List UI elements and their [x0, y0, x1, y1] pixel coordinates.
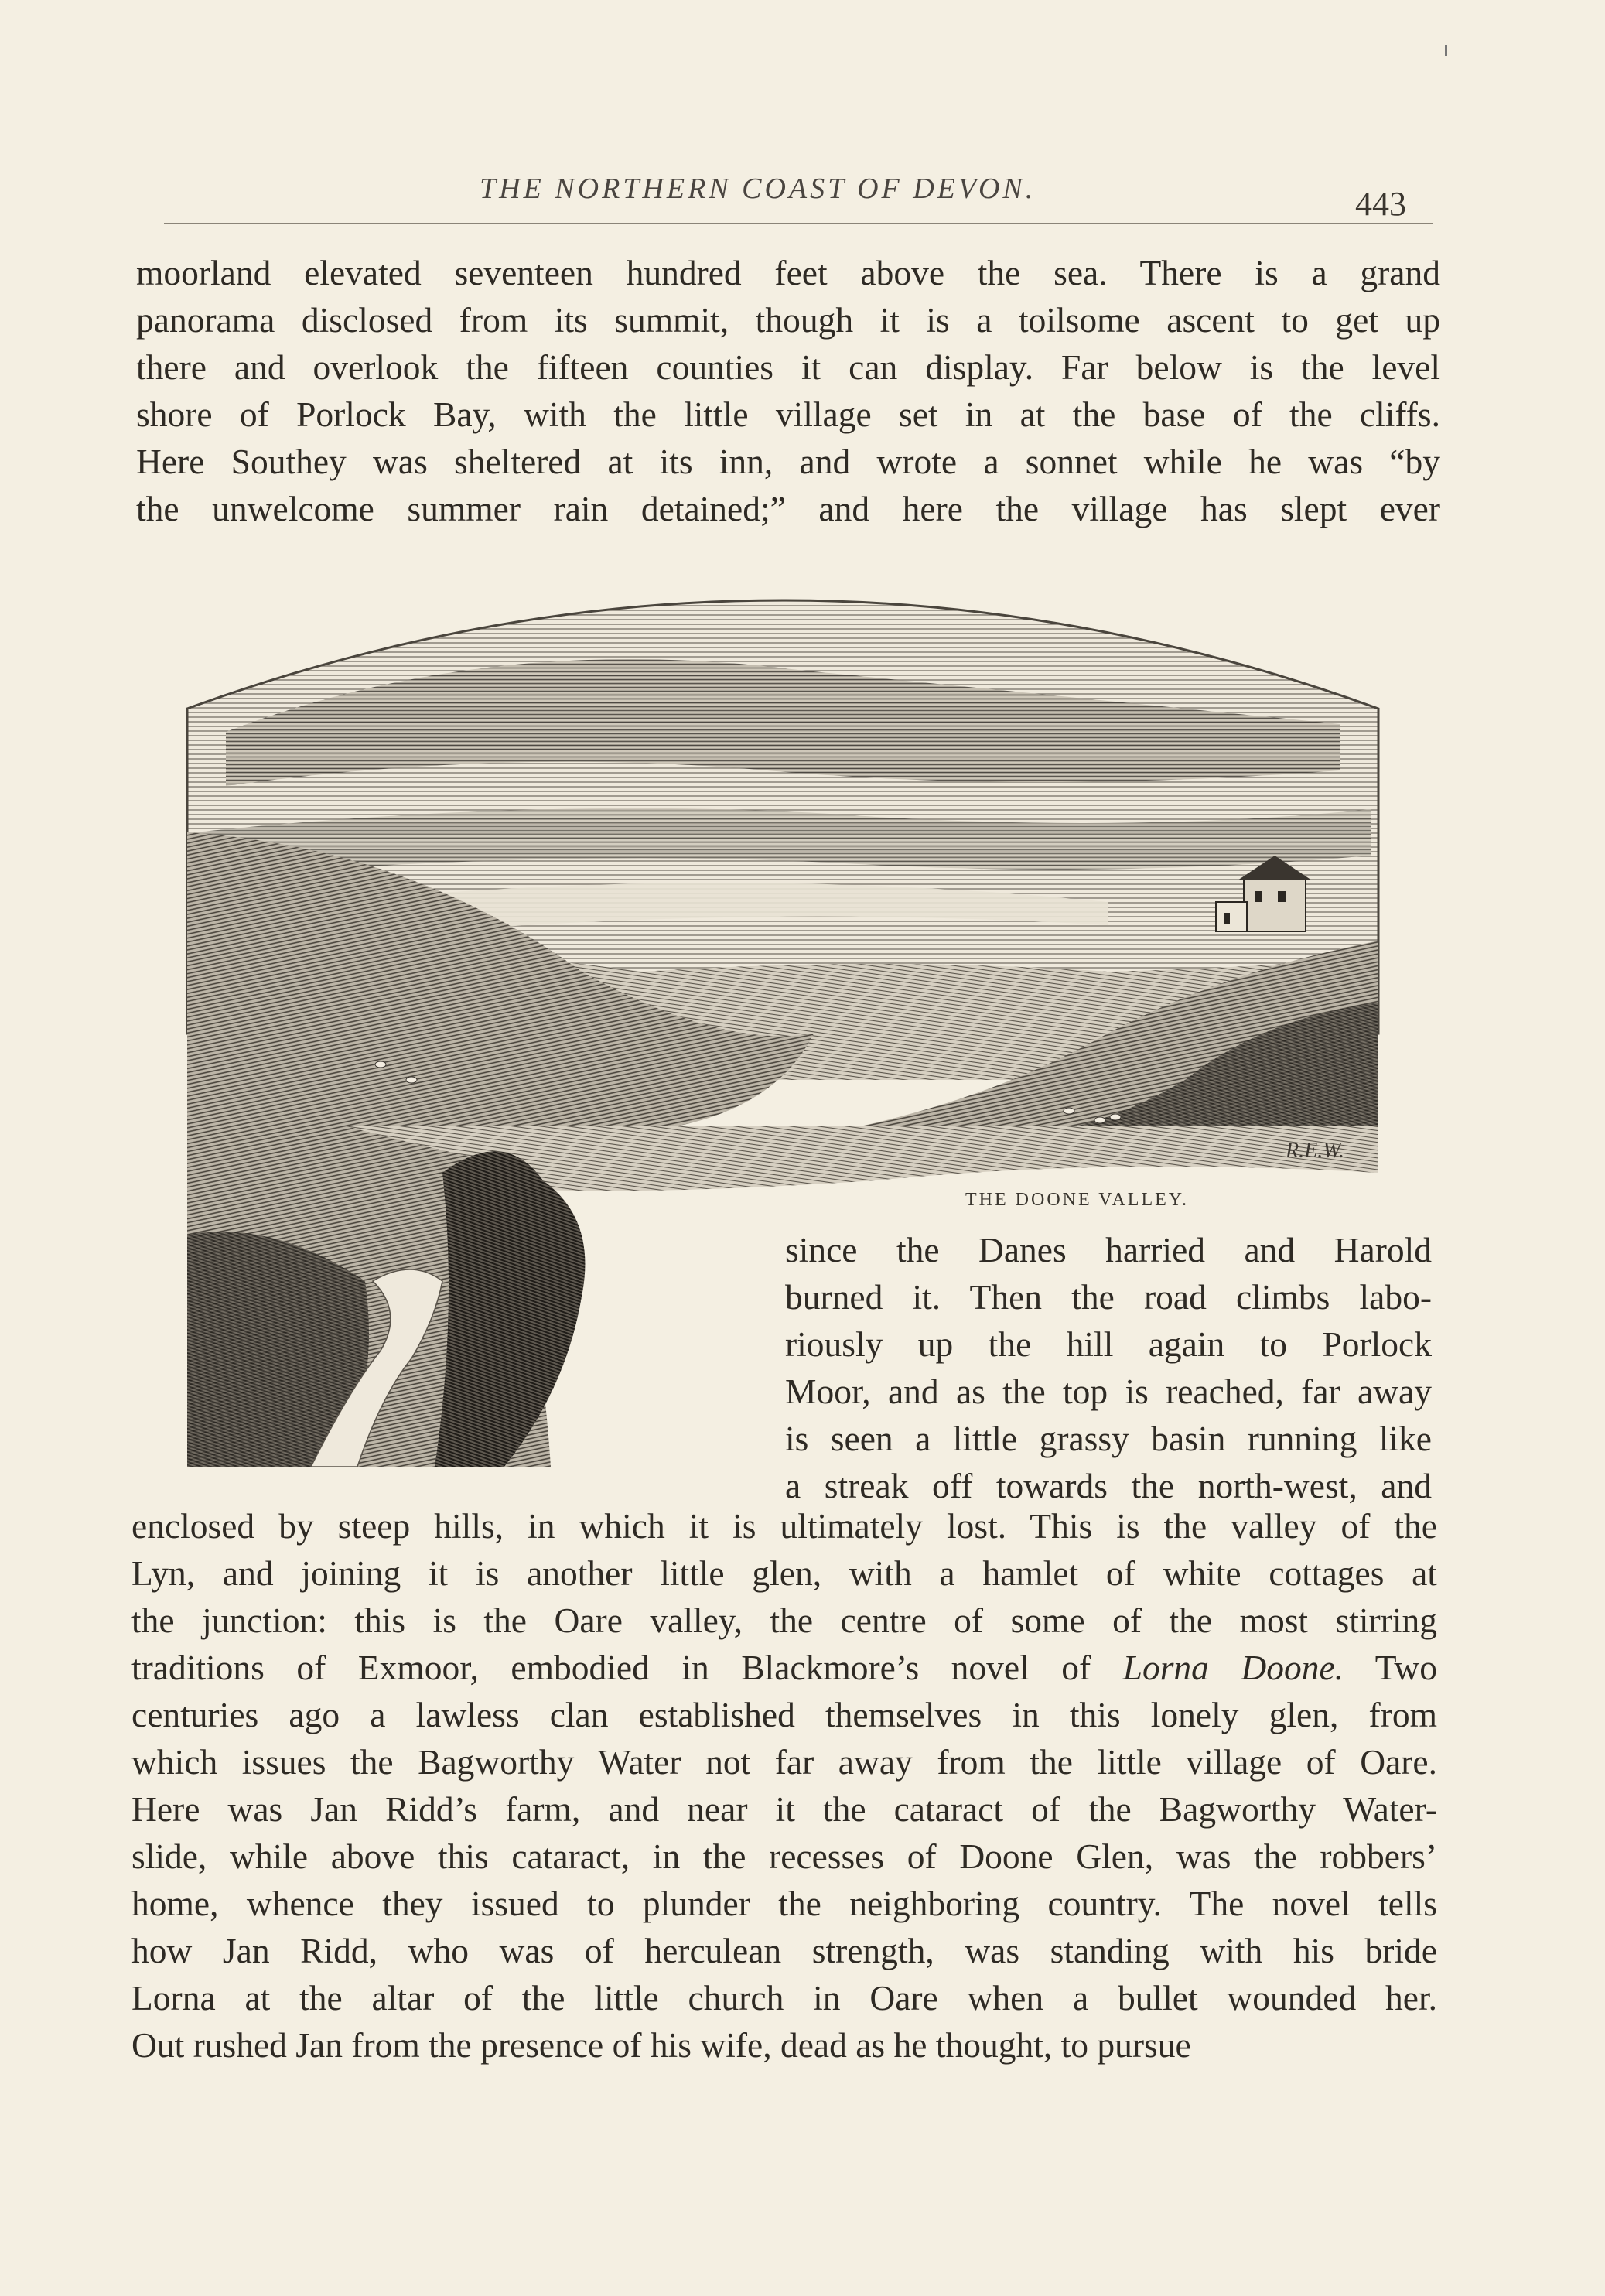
text-line: Moor, and as the top is reached, far away	[785, 1372, 1432, 1411]
text-line: the unwelcome summer rain detained;” and here the village has slept ever	[136, 489, 1440, 528]
text-line: Here was Jan Ridd’s farm, and near it the cataract of the Bagworthy Water-	[131, 1789, 1437, 1829]
text-line: there and overlook the fifteen counties it can display. Far below is the level	[136, 347, 1440, 387]
page-number: 443	[1355, 185, 1406, 223]
text-line: how Jan Ridd, who was of herculean strength, was standing with his bride	[131, 1931, 1437, 1970]
running-title: THE NORTHERN COAST OF DEVON.	[480, 173, 1036, 205]
top-paragraph	[136, 249, 1440, 532]
novel-title: Lorna Doone.	[1122, 1648, 1344, 1687]
side-paragraph	[785, 1226, 1432, 1509]
text-line: panorama disclosed from its summit, though it is a toilsome ascent to get up	[136, 300, 1440, 340]
text-segment: Two	[1344, 1648, 1437, 1687]
text-line: riously up the hill again to Porlock	[785, 1324, 1432, 1364]
text-line: shore of Porlock Bay, with the little village set in at the base of the cliffs.	[136, 395, 1440, 434]
text-line: which issues the Bagworthy Water not far away from the little village of Oare.	[131, 1742, 1437, 1782]
text-line: Out rushed Jan from the presence of his wife, dead as he thought, to pursue	[131, 2025, 1191, 2065]
header-rule	[164, 223, 1433, 224]
text-line: Here Southey was sheltered at its inn, and wrote a sonnet while he was “by	[136, 442, 1440, 481]
text-line: moorland elevated seventeen hundred feet above the sea. There is a grand	[136, 253, 1440, 292]
text-line: the junction: this is the Oare valley, the centre of some of the most stirring	[131, 1601, 1437, 1640]
text-line: Lorna at the altar of the little church in Oare when a bullet wounded her.	[131, 1978, 1437, 2018]
text-line: slide, while above this cataract, in the recesses of Doone Glen, was the robbers’	[131, 1836, 1437, 1876]
text-line: home, whence they issued to plunder the neighboring country. The novel tells	[131, 1884, 1437, 1923]
text-line	[131, 1644, 1437, 1691]
text-line: a streak off towards the north-west, and	[785, 1466, 1432, 1505]
engraver-signature: R.E.W.	[1286, 1139, 1344, 1163]
text-line: Lyn, and joining it is another little glen, with a hamlet of white cottages at	[131, 1553, 1437, 1593]
text-line: since the Danes harried and Harold	[785, 1230, 1432, 1269]
bottom-paragraph	[131, 1502, 1437, 2069]
text-segment: traditions of Exmoor, embodied in Blackmore’s novel of	[131, 1648, 1123, 1687]
corner-mark	[1445, 45, 1447, 56]
text-line: is seen a little grassy basin running like	[785, 1419, 1432, 1458]
text-line: centuries ago a lawless clan established themselves in this lonely glen, from	[131, 1695, 1437, 1734]
figure-caption: THE DOONE VALLEY.	[965, 1190, 1189, 1210]
text-line: burned it. Then the road climbs labo-	[785, 1277, 1432, 1317]
text-line: enclosed by steep hills, in which it is ultimately lost. This is the valley of the	[131, 1506, 1437, 1546]
